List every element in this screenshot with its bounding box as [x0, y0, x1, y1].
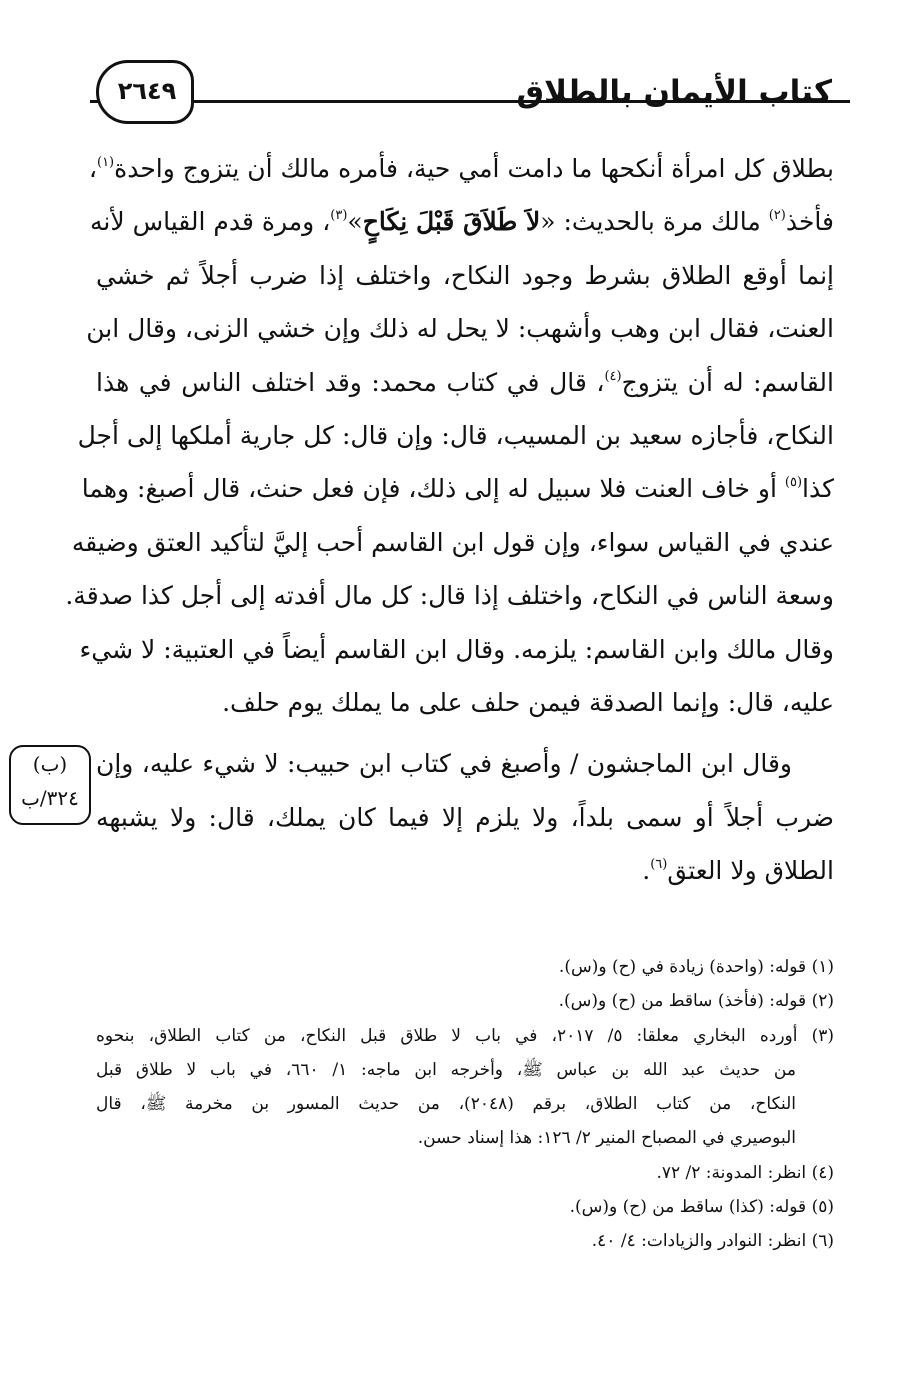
footnote-text: قوله: (فأخذ) ساقط من (ح) و(س). — [558, 991, 807, 1012]
manuscript-margin-note — [9, 745, 91, 825]
line-text: فأخذ — [785, 207, 834, 237]
body-line — [81, 462, 834, 515]
body-line: ضرب أجلاً أو سمى بلداً، ولا يلزم إلا فيما كان يملك، قال: ولا يشبهه — [96, 802, 834, 832]
body-line: وقال مالك وابن القاسم: يلزمه. وقال ابن القاسم أيضاً في العتبية: لا شيء — [79, 634, 834, 664]
footnote-ref: (١) — [96, 155, 115, 170]
footnote-number: (٢) — [811, 991, 834, 1012]
footnote-text: أورده البخاري معلقا: ٥/ ٢٠١٧، في باب لا طلاق قبل النكاح، من كتاب الطلاق، بنحوه — [96, 1025, 798, 1046]
body-line — [90, 195, 834, 248]
footnote-continuation: النكاح، من كتاب الطلاق، برقم (٢٠٤٨)، من حديث المسور بن مخرمة ﷺ، قال — [96, 1094, 796, 1115]
body-line: النكاح، فأجازه سعيد بن المسيب، قال: وإن قال: كل جارية أملكها إلى أجل — [77, 420, 834, 450]
body-line — [96, 356, 834, 409]
footnotes — [96, 950, 834, 1259]
book-title: كتاب الأيمان بالطلاق — [516, 74, 832, 110]
footnote-number: (٣) — [811, 1025, 835, 1046]
footnote — [96, 984, 834, 1018]
footnote-number: (٥) — [811, 1197, 834, 1218]
line-text: ، ومرة قدم القياس لأنه — [90, 207, 331, 237]
footnote-ref: (٣) — [330, 208, 348, 224]
line-text: ، — [88, 154, 97, 183]
body-line: إنما أوقع الطلاق بشرط وجود النكاح، واختلف إذا ضرب أجلاً ثم خشي — [96, 260, 834, 290]
page-header — [90, 58, 850, 138]
footnote — [96, 1156, 834, 1190]
footnote-number: (١) — [811, 957, 834, 977]
body-line — [96, 844, 834, 897]
footnote-continuation: من حديث عبد الله بن عباس ﷺ، وأخرجه ابن ماجه: ١/ ٦٦٠، في باب لا طلاق قبل — [96, 1059, 796, 1080]
line-text: » — [347, 207, 363, 237]
line-text: . — [642, 856, 651, 886]
footnote-ref: (٢) — [768, 208, 786, 224]
line-text: كذا — [802, 474, 834, 504]
footnote-number: (٤) — [811, 1162, 834, 1183]
margin-note-line: ٣٢٤/ب — [21, 786, 79, 810]
footnote — [96, 950, 834, 984]
footnote-text: قوله: (واحدة) زيادة في (ح) و(س). — [558, 957, 807, 977]
line-text: مالك مرة بالحديث: « — [540, 207, 769, 237]
page-number: ٢٦٤٩ — [117, 77, 177, 105]
line-text: القاسم: له أن يتزوج — [621, 367, 834, 397]
body-line: وسعة الناس في النكاح، واختلف إذا قال: كل مال أفدته إلى أجل كذا صدقة. — [65, 581, 834, 611]
body-text — [65, 142, 834, 897]
footnote-ref: (٥) — [784, 475, 803, 491]
footnote-text: قوله: (كذا) ساقط من (ح) و(س). — [569, 1197, 807, 1218]
body-line: عندي في القياس سواء، وإن قول ابن القاسم أحب إليَّ لتأكيد العتق وضيقه — [71, 527, 834, 557]
footnote — [96, 1019, 834, 1053]
line-text: ، قال في كتاب محمد: وقد اختلف الناس في هذا — [96, 367, 605, 397]
body-line: العنت، فقال ابن وهب وأشهب: لا يحل له ذلك وإن خشي الزنى، وقال ابن — [86, 314, 834, 344]
footnote-number: (٦) — [811, 1231, 834, 1252]
footnote-continuation: البوصيري في المصباح المنير ٢/ ١٢٦: هذا إسناد حسن. — [417, 1128, 796, 1149]
footnote — [96, 1224, 834, 1258]
line-text: أو خاف العنت فلا سبيل له إلى ذلك، فإن فعل حنث، قال أصبغ: وهما — [81, 474, 785, 504]
body-line: وقال ابن الماجشون / وأصبغ في كتاب ابن حبيب: لا شيء عليه، وإن — [96, 749, 792, 779]
footnote-ref: (٦) — [650, 857, 668, 873]
margin-note-line: (ب) — [32, 752, 68, 776]
hadith-quote: لاَ طَلاَقَ قَبْلَ نِكَاحٍ — [362, 207, 541, 237]
footnote — [96, 1190, 834, 1224]
page-number-frame — [96, 60, 194, 124]
footnote-ref: (٤) — [604, 368, 622, 384]
body-line: عليه، قال: وإنما الصدقة فيمن حلف على ما يملك يوم حلف. — [222, 687, 834, 717]
footnote-text: انظر: النوادر والزيادات: ٤/ ٤٠. — [591, 1231, 807, 1252]
footnote-text: انظر: المدونة: ٢/ ٧٢. — [656, 1162, 807, 1183]
line-text: الطلاق ولا العتق — [667, 856, 834, 886]
line-text: بطلاق كل امرأة أنكحها ما دامت أمي حية، فأمره مالك أن يتزوج واحدة — [114, 154, 834, 183]
body-line — [88, 142, 834, 195]
